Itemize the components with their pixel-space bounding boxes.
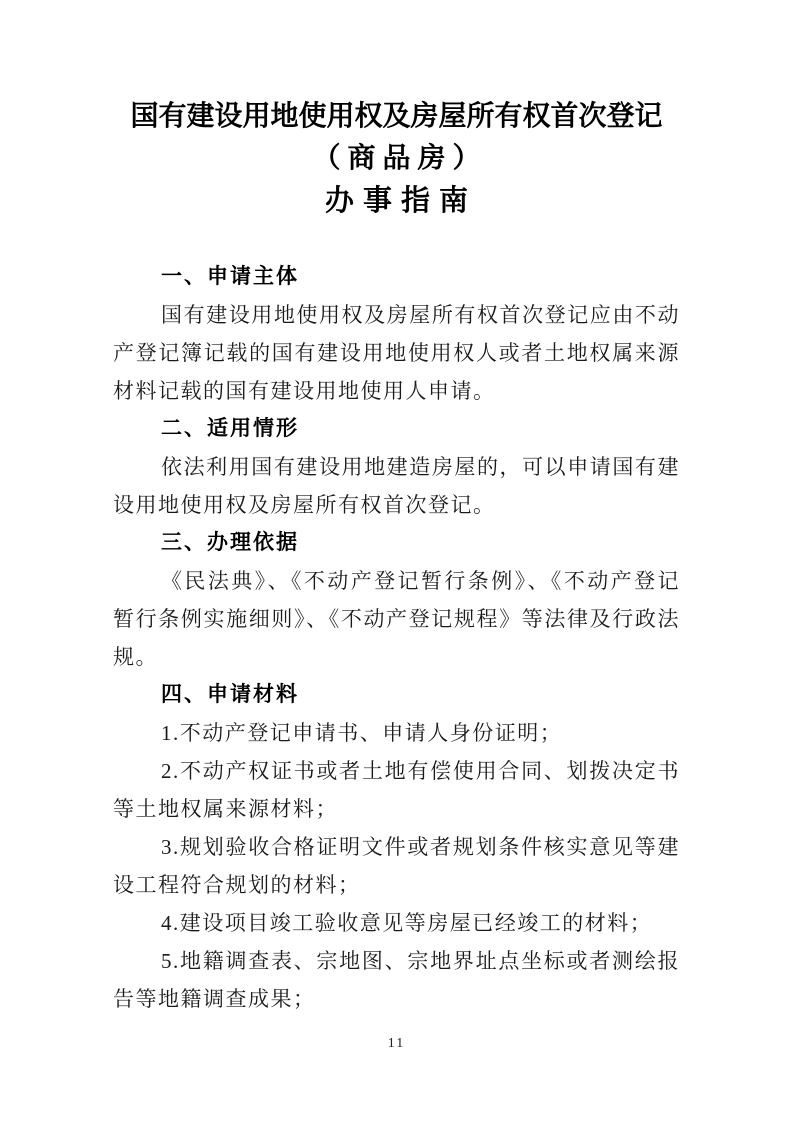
paragraph: 2.不动产权证书或者土地有偿使用合同、划拨决定书等土地权属来源材料； — [113, 759, 680, 821]
paragraph: 4.建设项目竣工验收意见等房屋已经竣工的材料； — [161, 911, 653, 935]
paragraph: 《民法典》、《不动产登记暂行条例》、《不动产登记暂行条例实施细则》、《不动产登记规程》等法律及行政法规。 — [113, 569, 680, 669]
section-heading-1: 一、申请主体 — [161, 265, 299, 288]
paragraph: 1.不动产登记申请书、申请人身份证明； — [161, 721, 563, 745]
document-content — [113, 96, 680, 1018]
paragraph: 3.规划验收合格证明文件或者规划条件核实意见等建设工程符合规划的材料； — [113, 835, 680, 897]
document-title-line-3: 办事指南 — [324, 185, 477, 217]
paragraph: 依法利用国有建设用地建造房屋的，可以申请国有建设用地使用权及房屋所有权首次登记。 — [113, 455, 680, 517]
section-heading-2: 二、适用情形 — [161, 417, 299, 440]
paragraph: 5.地籍调查表、宗地图、宗地界址点坐标或者测绘报告等地籍调查成果； — [113, 949, 680, 1011]
sections — [113, 258, 680, 1018]
document-title-line-1: 国有建设用地使用权及房屋所有权首次登记 — [130, 101, 663, 132]
document-title-line-2: （商品房） — [312, 143, 488, 174]
paragraph: 国有建设用地使用权及房屋所有权首次登记应由不动产登记簿记载的国有建设用地使用权人或者土地权属来源材料记载的国有建设用地使用人申请。 — [113, 303, 680, 403]
page-number: 11 — [387, 1036, 406, 1051]
section-heading-3: 三、办理依据 — [161, 531, 299, 554]
section-heading-4: 四、申请材料 — [161, 683, 299, 706]
